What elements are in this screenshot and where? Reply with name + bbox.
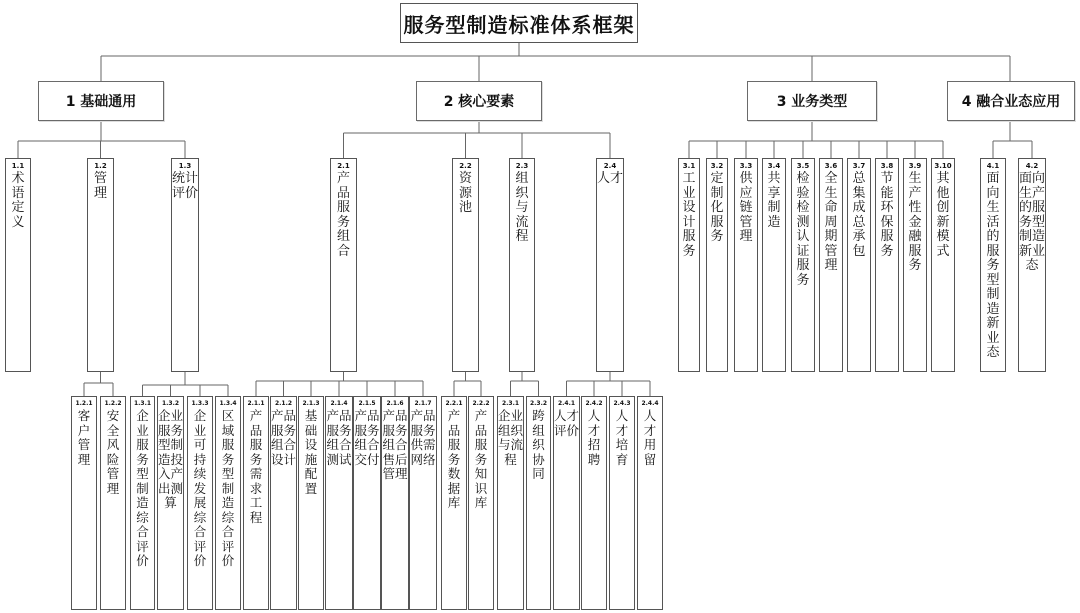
node-code: 2.1.6 xyxy=(386,400,404,407)
node-label: 企业组织与流程 xyxy=(498,408,524,467)
level2-node-3-7 xyxy=(847,158,871,372)
node-label: 人才培育 xyxy=(615,408,629,467)
node-code: 2.4.1 xyxy=(557,400,576,407)
node-label: 生产性金融服务 xyxy=(908,171,922,273)
node-code: 1.2.2 xyxy=(104,400,122,407)
level3-node-1-2-2 xyxy=(100,396,126,610)
level2-node-3-8 xyxy=(875,158,899,372)
level3-node-2-1-2 xyxy=(270,396,297,610)
node-label: 管理 xyxy=(93,171,107,201)
level3-node-2-2-1 xyxy=(441,396,467,610)
level2-node-2-4 xyxy=(596,158,624,372)
level2-node-2-3 xyxy=(509,158,535,372)
node-label: 产品服务组合售后管理 xyxy=(382,408,408,481)
node-code: 3.2 xyxy=(710,162,724,170)
level3-node-2-3-1 xyxy=(497,396,524,610)
node-label: 人才评价 xyxy=(554,408,580,438)
node-label: 跨组织协同 xyxy=(532,408,545,481)
node-code: 2.1.5 xyxy=(358,400,376,407)
node-code: 1.2.1 xyxy=(75,400,93,407)
node-code: 2.2.2 xyxy=(472,400,490,407)
level2-node-2-1 xyxy=(330,158,357,372)
node-label: 企业服务型制造投入产出测算 xyxy=(158,408,184,510)
node-label: 面向生活的服务型制造新业态 xyxy=(986,171,1000,360)
category-business-types: 3 业务类型 xyxy=(747,81,877,121)
node-label: 节能环保服务 xyxy=(880,171,894,259)
node-code: 1.3.2 xyxy=(161,400,180,407)
node-code: 3.7 xyxy=(852,162,866,170)
node-label: 检验检测认证服务 xyxy=(796,171,810,288)
node-code: 2.1.3 xyxy=(302,400,320,407)
node-label: 产品服务组合测试 xyxy=(326,408,352,467)
node-code: 2.3.1 xyxy=(501,400,520,407)
node-label: 产品服务组合 xyxy=(336,171,350,259)
level3-node-2-4-1 xyxy=(553,396,580,610)
level2-node-3-6 xyxy=(819,158,843,372)
node-code: 2.1.7 xyxy=(414,400,432,407)
level2-node-3-5 xyxy=(791,158,815,372)
node-label: 供应链管理 xyxy=(739,171,753,244)
level3-node-2-3-2 xyxy=(526,396,551,610)
level3-node-2-1-7 xyxy=(409,396,437,610)
category-integrated-applications: 4 融合业态应用 xyxy=(947,81,1075,121)
category-basic-general: 1 基础通用 xyxy=(38,81,164,121)
level2-node-3-2 xyxy=(706,158,728,372)
node-code: 2.2.1 xyxy=(445,400,463,407)
level3-node-1-3-2 xyxy=(157,396,184,610)
node-code: 4.1 xyxy=(986,162,1000,170)
node-code: 1.3.3 xyxy=(191,400,209,407)
node-label: 客户管理 xyxy=(77,408,91,467)
level3-node-1-2-1 xyxy=(71,396,97,610)
node-code: 2.4 xyxy=(603,162,617,170)
node-code: 3.9 xyxy=(908,162,922,170)
node-label: 其他创新模式 xyxy=(936,171,950,259)
level2-node-3-10 xyxy=(931,158,955,372)
node-code: 1.3.1 xyxy=(133,400,152,407)
node-code: 2.1.4 xyxy=(330,400,348,407)
level2-node-1-3 xyxy=(171,158,199,372)
node-label: 企业可持续发展综合评价 xyxy=(193,408,207,568)
node-label: 产品服务组合交付 xyxy=(354,408,380,467)
node-code: 3.4 xyxy=(767,162,781,170)
level3-node-1-3-3 xyxy=(187,396,213,610)
node-label: 共享制造 xyxy=(767,171,781,230)
node-code: 4.2 xyxy=(1025,162,1039,170)
node-label: 资源池 xyxy=(458,171,472,215)
node-label: 产品服务数据库 xyxy=(447,408,461,510)
level2-node-1-1 xyxy=(5,158,31,372)
level3-node-2-4-4 xyxy=(637,396,663,610)
level2-node-4-2 xyxy=(1018,158,1046,372)
node-code: 2.4.2 xyxy=(585,400,603,407)
node-code: 2.3.2 xyxy=(529,400,548,407)
node-label: 产品服务需求工程 xyxy=(249,408,263,525)
node-code: 3.1 xyxy=(682,162,696,170)
level2-node-3-4 xyxy=(762,158,786,372)
level3-node-2-2-2 xyxy=(468,396,494,610)
node-code: 2.1 xyxy=(337,162,350,170)
node-code: 3.6 xyxy=(824,162,838,170)
level2-node-3-3 xyxy=(734,158,758,372)
node-label: 总集成总承包 xyxy=(852,171,866,259)
node-code: 2.1.1 xyxy=(247,400,265,407)
node-label: 定制化服务 xyxy=(710,171,724,244)
node-code: 2.4.4 xyxy=(641,400,659,407)
node-label: 人才招聘 xyxy=(587,408,601,467)
node-code: 3.3 xyxy=(739,162,753,170)
node-code: 1.3 xyxy=(178,162,192,170)
node-label: 面向生产的服务型制造新业态 xyxy=(1019,171,1046,273)
level2-node-2-2 xyxy=(452,158,479,372)
node-code: 2.2 xyxy=(459,162,472,170)
node-code: 1.3.4 xyxy=(219,400,237,407)
node-label: 术语定义 xyxy=(11,171,25,230)
level2-node-4-1 xyxy=(980,158,1006,372)
node-label: 全生命周期管理 xyxy=(824,171,838,273)
node-label: 人才用留 xyxy=(643,408,657,467)
level2-node-1-2 xyxy=(87,158,114,372)
node-code: 1.1 xyxy=(11,162,25,170)
node-label: 产品服务知识库 xyxy=(474,408,488,510)
level2-node-3-1 xyxy=(678,158,700,372)
node-code: 2.4.3 xyxy=(613,400,631,407)
node-label: 产品服务供需网络 xyxy=(410,408,436,467)
node-label: 区域服务型制造综合评价 xyxy=(221,408,235,568)
node-label: 安全风险管理 xyxy=(106,408,120,496)
level3-node-1-3-4 xyxy=(215,396,241,610)
node-label: 组织与流程 xyxy=(515,171,529,244)
node-label: 基础设施配置 xyxy=(304,408,318,496)
node-label: 统计评价 xyxy=(172,171,199,201)
level3-node-2-1-6 xyxy=(381,396,409,610)
level3-node-2-1-3 xyxy=(298,396,324,610)
node-label: 产品服务组合设计 xyxy=(271,408,297,467)
level3-node-2-1-5 xyxy=(353,396,381,610)
level3-node-2-4-3 xyxy=(609,396,635,610)
node-label: 企业服务型制造综合评价 xyxy=(136,408,149,568)
node-code: 3.10 xyxy=(934,162,952,170)
node-code: 3.8 xyxy=(880,162,894,170)
node-code: 2.3 xyxy=(515,162,529,170)
category-core-elements: 2 核心要素 xyxy=(416,81,542,121)
node-label: 工业设计服务 xyxy=(682,171,696,259)
page-title: 服务型制造标准体系框架 xyxy=(400,3,638,43)
node-code: 2.1.2 xyxy=(274,400,293,407)
level2-node-3-9 xyxy=(903,158,927,372)
level3-node-2-4-2 xyxy=(581,396,607,610)
node-label: 人才 xyxy=(597,171,624,186)
level3-node-2-1-1 xyxy=(243,396,269,610)
level3-node-1-3-1 xyxy=(130,396,155,610)
node-code: 3.5 xyxy=(796,162,810,170)
node-code: 1.2 xyxy=(94,162,107,170)
level3-node-2-1-4 xyxy=(325,396,353,610)
